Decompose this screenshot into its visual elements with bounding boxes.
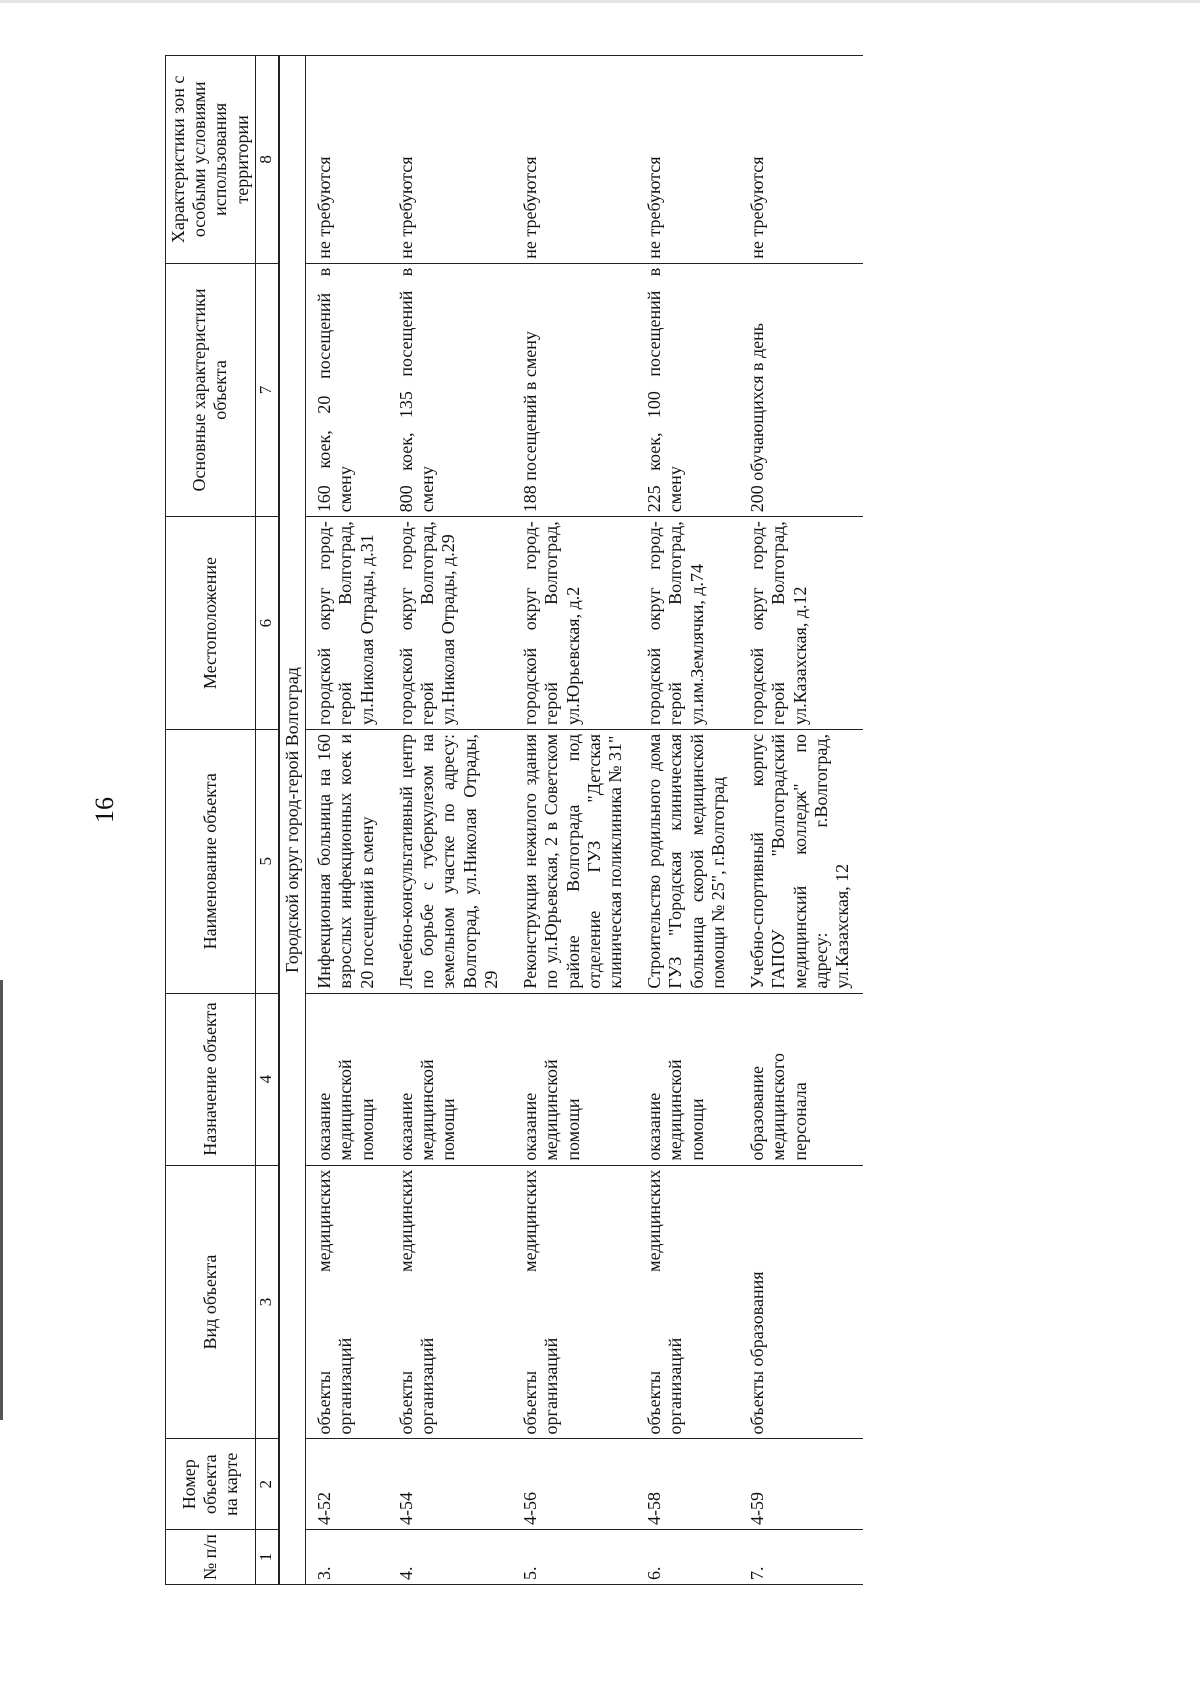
row-number: 4. bbox=[388, 1530, 512, 1585]
map-number: 4-59 bbox=[739, 1439, 863, 1530]
column-number-row bbox=[255, 56, 279, 1585]
zone-characteristics: не требуются bbox=[636, 56, 739, 264]
object-name: Строительство родильного дома ГУЗ "Городская клиническая больница скорой медицинской помощи № 25", г.Волгоград bbox=[636, 729, 739, 993]
object-kind: объекты образования bbox=[739, 1165, 863, 1439]
page-number: 16 bbox=[90, 797, 119, 823]
object-characteristics: 160 коек, 20 посещений в смену bbox=[306, 263, 388, 516]
row-number: 3. bbox=[306, 1530, 388, 1585]
object-purpose: оказание медицинской помощи bbox=[306, 993, 388, 1165]
zone-characteristics: не требуются bbox=[388, 56, 512, 264]
header-cell: Вид объекта bbox=[166, 1165, 256, 1439]
object-purpose: оказание медицинской помощи bbox=[388, 993, 512, 1165]
object-name: Реконструкция нежилого здания по ул.Юрьевская, 2 в Советском районе Волгограда под отделение ГУЗ "Детская клиническая поликлиника № 31" bbox=[512, 729, 636, 993]
header-cell: Номер объекта на карте bbox=[166, 1439, 256, 1530]
scan-edge-left bbox=[0, 980, 3, 1420]
objects-table bbox=[165, 55, 863, 1585]
object-purpose: оказание медицинской помощи bbox=[636, 993, 739, 1165]
object-purpose: оказание медицинской помощи bbox=[512, 993, 636, 1165]
object-location: городской округ город-герой Волгоград, ул.Николая Отрады, д.29 bbox=[388, 517, 512, 730]
zone-characteristics: не требуются bbox=[739, 56, 863, 264]
object-kind: объекты медицинских организаций bbox=[306, 1165, 388, 1439]
header-cell: № п/п bbox=[166, 1530, 256, 1585]
scan-edge-top bbox=[0, 0, 1200, 3]
rotated-sheet bbox=[90, 25, 1065, 1585]
column-number: 4 bbox=[255, 993, 279, 1165]
object-characteristics: 188 посещений в смену bbox=[512, 263, 636, 516]
zone-characteristics: не требуются bbox=[306, 56, 388, 264]
group-title: Городской округ город-герой Волгоград bbox=[279, 56, 306, 1585]
map-number: 4-54 bbox=[388, 1439, 512, 1530]
header-cell: Местоположение bbox=[166, 517, 256, 730]
table-row bbox=[636, 56, 739, 1585]
column-number: 6 bbox=[255, 517, 279, 730]
object-location: городской округ город-герой Волгоград, ул.Казахская, д.12 bbox=[739, 517, 863, 730]
object-location: городской округ город-герой Волгоград, ул.Николая Отрады, д.31 bbox=[306, 517, 388, 730]
row-number: 5. bbox=[512, 1530, 636, 1585]
header-cell: Наименование объекта bbox=[166, 729, 256, 993]
group-row bbox=[279, 56, 306, 1585]
map-number: 4-56 bbox=[512, 1439, 636, 1530]
column-number: 1 bbox=[255, 1530, 279, 1585]
object-kind: объекты медицинских организаций bbox=[388, 1165, 512, 1439]
zone-characteristics: не требуются bbox=[512, 56, 636, 264]
column-number: 2 bbox=[255, 1439, 279, 1530]
object-name: Инфекционная больница на 160 взрослых инфекционных коек и 20 посещений в смену bbox=[306, 729, 388, 993]
header-cell: Характеристики зон с особыми условиями использования территории bbox=[166, 56, 256, 264]
object-location: городской округ город-герой Волгоград, ул.Юрьевская, д.2 bbox=[512, 517, 636, 730]
object-kind: объекты медицинских организаций bbox=[512, 1165, 636, 1439]
row-number: 6. bbox=[636, 1530, 739, 1585]
object-name: Учебно-спортивный корпус ГАПОУ "Волгоградский медицинский колледж" по адресу: г.Волгоград, ул.Казахская, 12 bbox=[739, 729, 863, 993]
object-characteristics: 800 коек, 135 посещений в смену bbox=[388, 263, 512, 516]
map-number: 4-58 bbox=[636, 1439, 739, 1530]
table-row bbox=[512, 56, 636, 1585]
table-row bbox=[388, 56, 512, 1585]
header-row bbox=[166, 56, 256, 1585]
table-row bbox=[306, 56, 388, 1585]
object-kind: объекты медицинских организаций bbox=[636, 1165, 739, 1439]
row-number: 7. bbox=[739, 1530, 863, 1585]
object-location: городской округ город-герой Волгоград, ул.им.Землячки, д.74 bbox=[636, 517, 739, 730]
object-name: Лечебно-консультативный центр по борьбе с туберкулезом на земельном участке по адресу: Волгоград, ул.Николая Отрады, 29 bbox=[388, 729, 512, 993]
object-characteristics: 200 обучающихся в день bbox=[739, 263, 863, 516]
column-number: 3 bbox=[255, 1165, 279, 1439]
column-number: 5 bbox=[255, 729, 279, 993]
header-cell: Основные характеристики объекта bbox=[166, 263, 256, 516]
column-number: 7 bbox=[255, 263, 279, 516]
object-purpose: образование медицинского персонала bbox=[739, 993, 863, 1165]
map-number: 4-52 bbox=[306, 1439, 388, 1530]
column-number: 8 bbox=[255, 56, 279, 264]
header-cell: Назначение объекта bbox=[166, 993, 256, 1165]
table-row bbox=[739, 56, 863, 1585]
object-characteristics: 225 коек, 100 посещений в смену bbox=[636, 263, 739, 516]
